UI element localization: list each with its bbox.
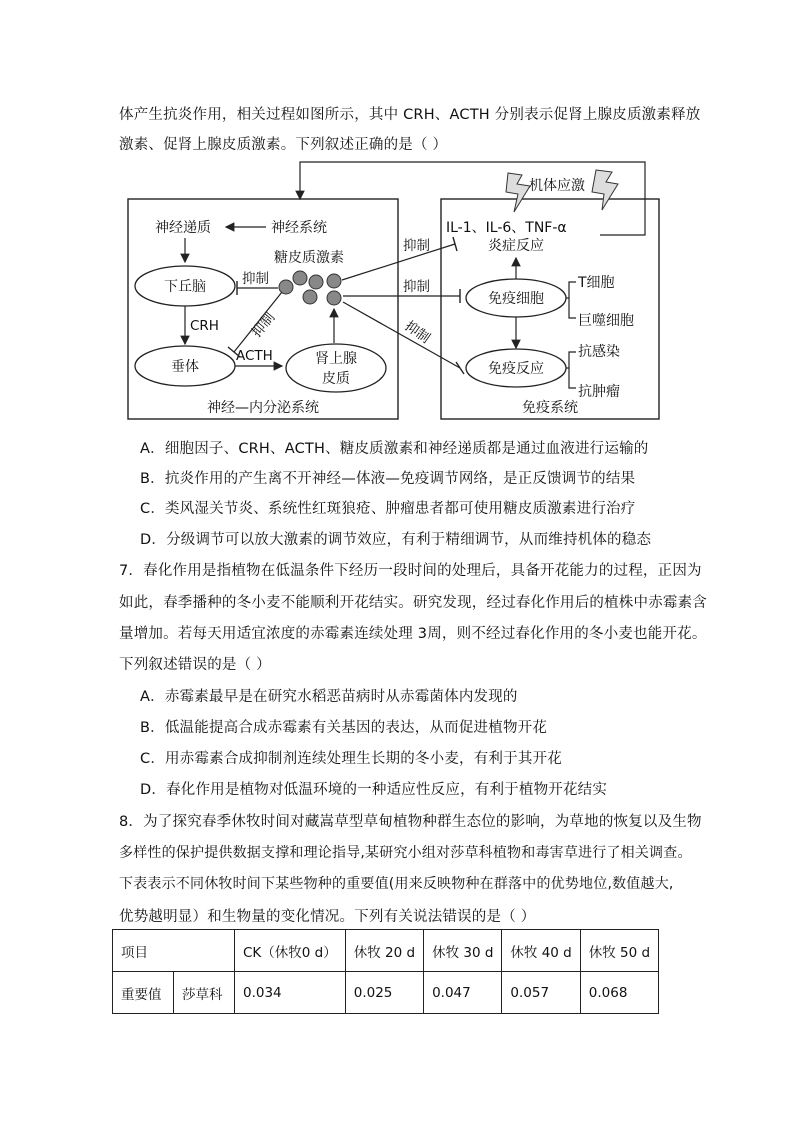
q8-stem-line2: 多样性的保护提供数据支撑和理论指导,某研究小组对莎草科植物和毒害草进行了相关调查。 (119, 845, 692, 861)
stress-label: 机体应激 (529, 178, 585, 194)
hormone-dot (327, 291, 341, 305)
q6-option-c: C．类风湿关节炎、系统性红斑狼疮、肿瘤患者都可使用糖皮质激素进行治疗 (140, 501, 636, 517)
response-brace (569, 352, 576, 388)
table-cell: 0.057 (502, 972, 580, 1014)
table-cell: 0.047 (424, 972, 502, 1014)
inhibit-label-immune-response: 抑制 (401, 318, 434, 347)
immune-response-label: 免疫反应 (488, 361, 544, 377)
inhibit-label-hypothalamus: 抑制 (242, 271, 269, 287)
table-header-cell: 休牧 40 d (502, 930, 580, 972)
table-cell: 0.025 (345, 972, 423, 1014)
crh-label: CRH (190, 318, 219, 334)
table-header-row (113, 930, 659, 972)
table-header-cell: 休牧 20 d (345, 930, 423, 972)
q7-option-b: B．低温能提高合成赤霉素有关基因的表达，从而促进植物开花 (140, 720, 548, 736)
q7-stem-line4: 下列叙述错误的是（ ） (119, 657, 271, 673)
hormone-dot (327, 274, 341, 288)
table-row (113, 972, 659, 1014)
table-row-label: 重要值 (113, 972, 174, 1014)
inhibit-label-inflammation: 抑制 (403, 238, 430, 254)
q6-intro-line2: 激素、促肾上腺皮质激素。下列叙述正确的是（ ） (119, 137, 448, 153)
adrenal-label-2: 皮质 (322, 371, 350, 387)
q8-stem-line1: 8．为了探究春季休牧时间对藏嵩草型草甸植物种群生态位的影响，为草地的恢复以及生物 (119, 814, 702, 830)
table-row-sublabel: 莎草科 (174, 972, 235, 1014)
adrenal-label-1: 肾上腺 (315, 351, 357, 367)
hormone-dot (293, 271, 307, 285)
inhibit-immune-response-bar (456, 362, 464, 374)
inflammation-label: 炎症反应 (488, 238, 544, 254)
inhibit-label-immune-cells: 抑制 (403, 279, 430, 295)
lightning-left-icon (506, 173, 530, 212)
table-header-cell: 休牧 50 d (580, 930, 658, 972)
table-header-cell: CK（休牧0 d） (235, 930, 346, 972)
q8-stem-line4: 优势越明显）和生物量的变化情况。下列有关说法错误的是（ ） (119, 909, 536, 925)
q6-option-d: D．分级调节可以放大激素的调节效应，有利于精细调节，从而维持机体的稳态 (140, 532, 652, 548)
q7-stem-line1: 7．春化作用是指植物在低温条件下经历一段时间的处理后，具备开花能力的过程，正因为 (119, 563, 702, 579)
q6-option-b: B．抗炎作用的产生离不开神经—体液—免疫调节网络，是正反馈调节的结果 (140, 471, 636, 487)
grazing-data-table (112, 929, 659, 1014)
hormone-dot (309, 275, 323, 289)
glucocorticoid-label: 糖皮质激素 (274, 250, 344, 266)
acth-label: ACTH (236, 348, 273, 364)
neurotransmitter-label: 神经递质 (155, 220, 211, 236)
q6-intro-line1: 体产生抗炎作用，相关过程如图所示，其中 CRH、ACTH 分别表示促肾上腺皮质激素释放 (119, 107, 701, 123)
hormone-dot (279, 280, 293, 294)
anti-infection-label: 抗感染 (578, 344, 620, 360)
neuro-endocrine-system-label: 神经—内分泌系统 (207, 400, 319, 416)
q8-stem-line3: 下表表示不同休牧时间下某些物种的重要值(用来反映物种在群落中的优势地位,数值越大, (119, 876, 674, 892)
lightning-right-icon (592, 170, 618, 210)
q7-option-a: A．赤霉素最早是在研究水稻恶苗病时从赤霉菌体内发现的 (140, 689, 518, 705)
q7-option-d: D．春化作用是植物对低温环境的一种适应性反应，有利于植物开花结实 (140, 782, 608, 798)
hormone-dot (303, 290, 317, 304)
anti-tumor-label: 抗肿瘤 (578, 384, 620, 400)
pituitary-label: 垂体 (171, 359, 199, 375)
inhibit-label-pituitary: 抑制 (248, 309, 279, 341)
q7-stem-line3: 量增加。若每天用适宜浓度的赤霉素连续处理 3周，则不经过春化作用的冬小麦也能开花。 (119, 626, 707, 642)
hypothalamus-label: 下丘脑 (164, 279, 206, 295)
table-header-cell: 休牧 30 d (424, 930, 502, 972)
macrophage-label: 巨噬细胞 (578, 313, 634, 329)
q7-stem-line2: 如此，春季播种的冬小麦不能顺利开花结实。研究发现，经过春化作用后的植株中赤霉素含 (119, 595, 707, 611)
immune-system-label: 免疫系统 (522, 400, 578, 416)
table-cell: 0.034 (235, 972, 346, 1014)
nervous-system-label: 神经系统 (271, 220, 327, 236)
q7-option-c: C．用赤霉素合成抑制剂连续处理生长期的冬小麦，有利于其开花 (140, 751, 562, 767)
t-cell-label: T细胞 (578, 275, 615, 291)
q6-option-a: A．细胞因子、CRH、ACTH、糖皮质激素和神经递质都是通过血液进行运输的 (140, 441, 649, 457)
cytokines-label: IL-1、IL-6、TNF-α (446, 220, 567, 236)
table-header-cell: 项目 (113, 930, 235, 972)
table-cell: 0.068 (580, 972, 658, 1014)
immune-cells-label: 免疫细胞 (488, 291, 544, 307)
cells-brace (569, 282, 576, 318)
